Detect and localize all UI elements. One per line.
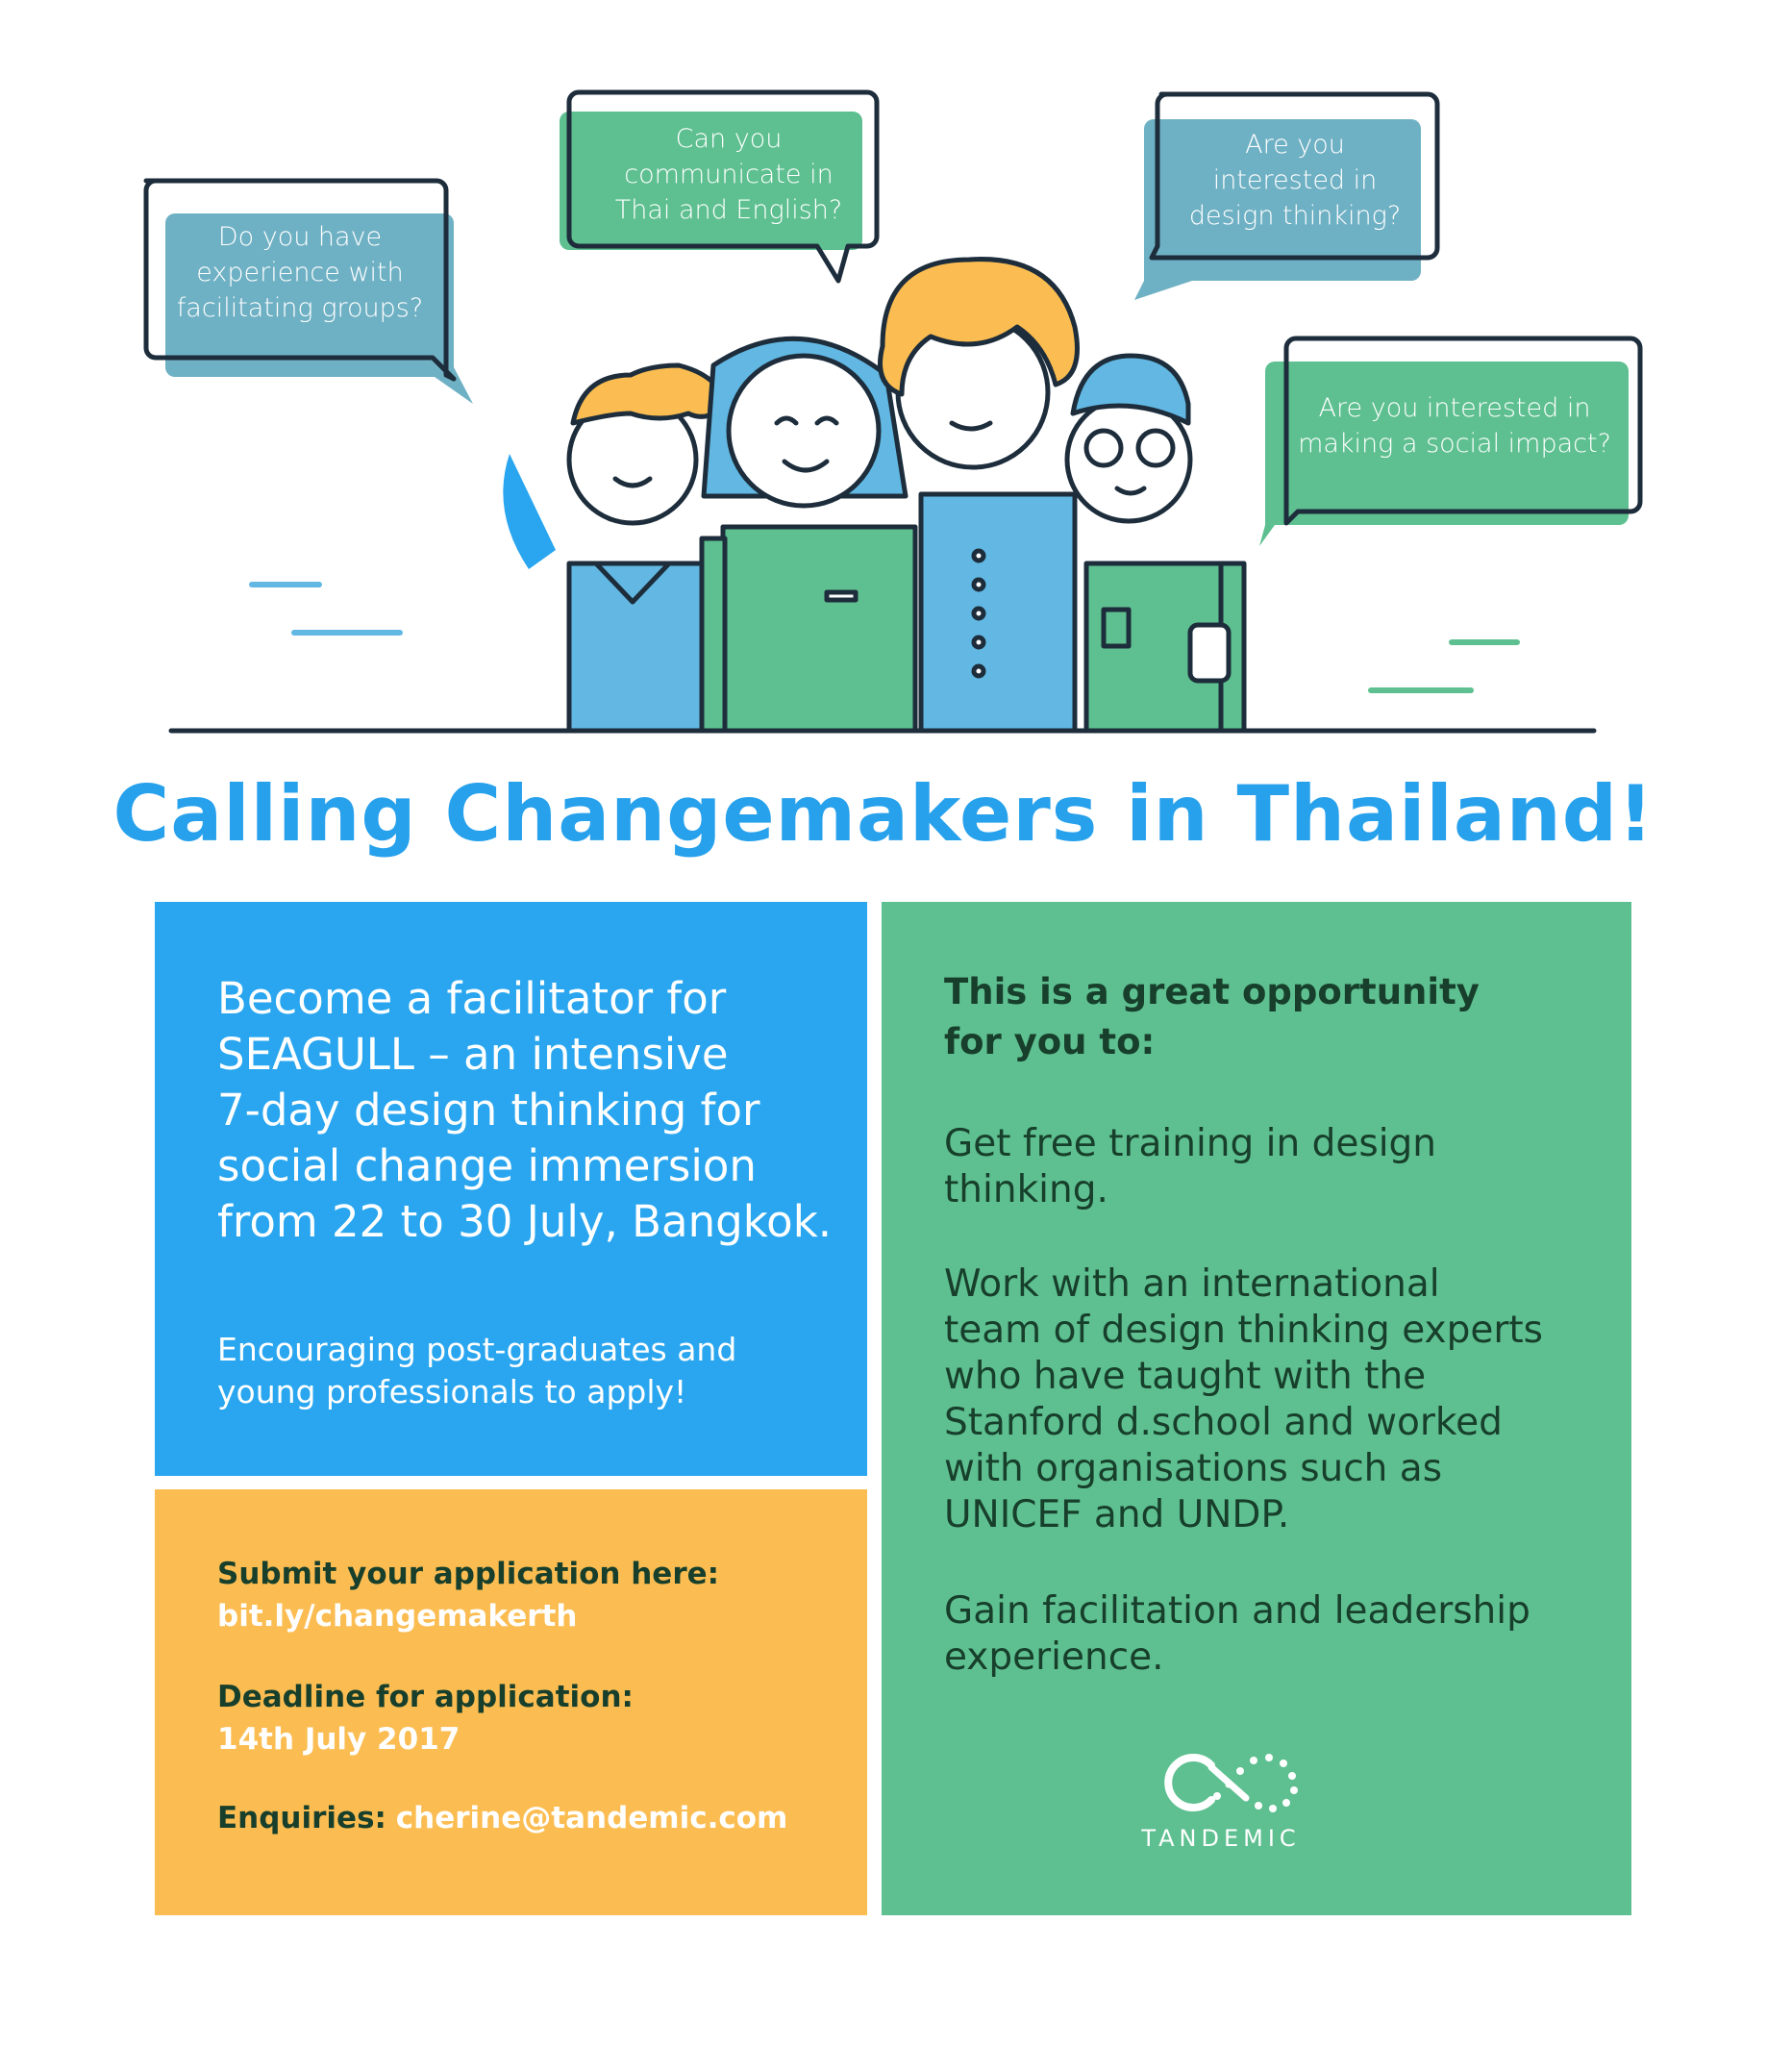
person-1 (503, 365, 727, 731)
encouragement-note (217, 1329, 736, 1413)
submit-label: Submit your application here: (217, 1557, 720, 1591)
bubble-text-design (1165, 127, 1425, 234)
infinity-dots-icon (1125, 1744, 1317, 1821)
person-4 (1067, 356, 1244, 731)
text-line: Stanford d.school and worked (944, 1401, 1503, 1444)
text-line: experience. (944, 1635, 1164, 1679)
text-line: young professionals to apply! (217, 1373, 687, 1410)
bubble-line: Can you (675, 124, 783, 154)
application-link[interactable]: bit.ly/changemakerth (217, 1599, 578, 1634)
deadline-block (217, 1676, 634, 1760)
text-line: This is a great opportunity (944, 971, 1480, 1012)
bubble-line: design thinking? (1188, 201, 1402, 231)
bubble-line: communicate in (624, 160, 834, 189)
bubble-line: experience with (196, 258, 404, 287)
text-line: UNICEF and UNDP. (944, 1493, 1290, 1536)
bubble-text-language (585, 121, 873, 228)
text-line: with organisations such as (944, 1447, 1443, 1490)
enquiries-block (217, 1797, 787, 1839)
text-line: who have taught with the (944, 1355, 1427, 1398)
enquiries-label: Enquiries: (217, 1801, 386, 1835)
bubble-line: Are you (1245, 130, 1345, 160)
text-line: Gain facilitation and leadership (944, 1589, 1531, 1633)
bubble-text-impact (1288, 390, 1621, 462)
text-line: social change immersion (217, 1140, 757, 1191)
deadline-value: 14th July 2017 (217, 1722, 460, 1757)
application-panel (155, 1489, 867, 1915)
bubble-line: interested in (1212, 165, 1378, 195)
person-2 (702, 338, 915, 731)
opportunity-panel (882, 902, 1631, 1915)
opportunity-item (944, 1121, 1436, 1213)
text-line: Get free training in design (944, 1122, 1437, 1165)
deadline-label: Deadline for application: (217, 1680, 634, 1714)
bubble-line: facilitating groups? (176, 293, 424, 323)
facilitator-panel (155, 902, 867, 1476)
logo-wordmark: TANDEMIC (1141, 1825, 1301, 1852)
bubble-text-groups (169, 219, 431, 326)
facilitator-description (217, 971, 832, 1250)
text-line: Become a facilitator for (217, 973, 727, 1024)
submit-block (217, 1553, 719, 1637)
opportunity-heading (944, 967, 1480, 1067)
text-line: 7-day design thinking for (217, 1085, 760, 1136)
bubble-line: Do you have (217, 222, 383, 252)
text-line: thinking. (944, 1168, 1108, 1211)
tandemic-logo (1125, 1744, 1317, 1860)
text-line: team of design thinking experts (944, 1309, 1543, 1352)
bubble-line: making a social impact? (1298, 429, 1611, 459)
opportunity-item (944, 1588, 1531, 1681)
text-line: from 22 to 30 July, Bangkok. (217, 1196, 833, 1247)
enquiries-email-link[interactable]: cherine@tandemic.com (395, 1801, 788, 1835)
text-line: Encouraging post-graduates and (217, 1331, 737, 1368)
header-illustration (0, 0, 1767, 769)
opportunity-item (944, 1261, 1543, 1538)
text-line: for you to: (944, 1021, 1156, 1062)
bubble-line: Thai and English? (614, 195, 843, 225)
text-line: SEAGULL – an intensive (217, 1029, 729, 1080)
bubble-line: Are you interested in (1318, 393, 1591, 423)
page-title: Calling Changemakers in Thailand! (112, 769, 1655, 859)
text-line: Work with an international (944, 1262, 1440, 1306)
